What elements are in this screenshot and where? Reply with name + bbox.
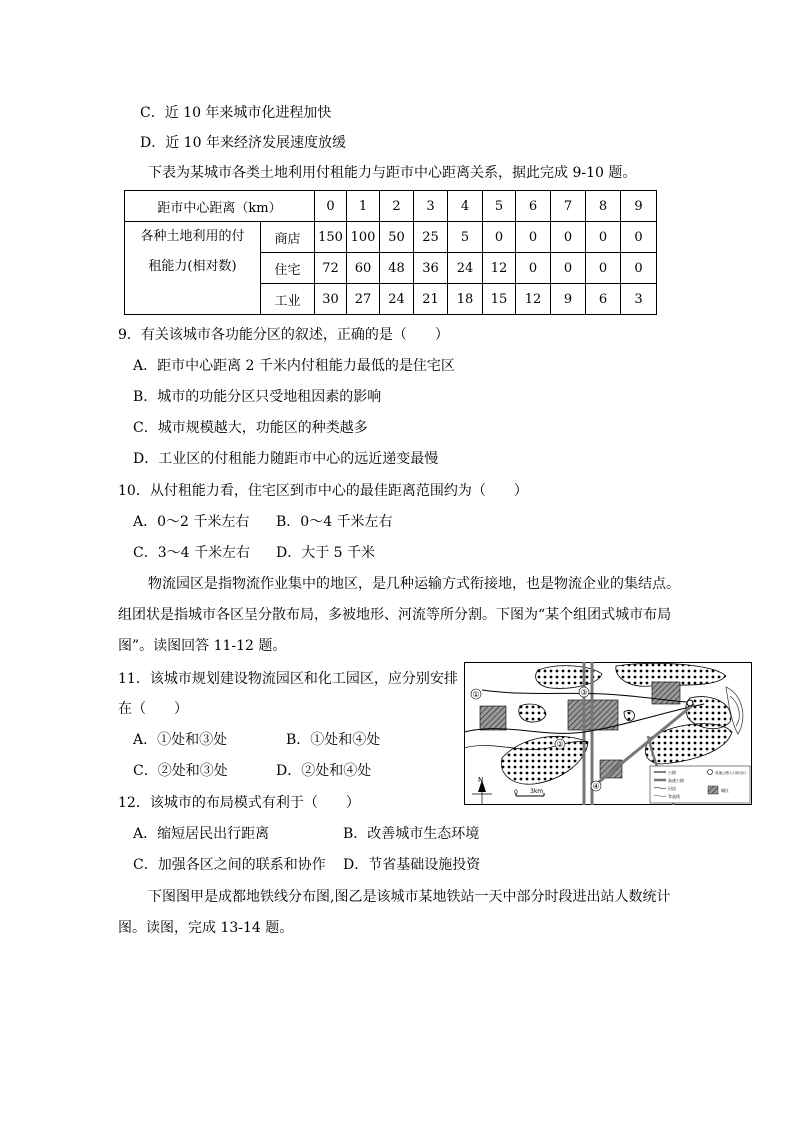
question-11-option-a: A．①处和③处 [133, 732, 228, 748]
legend-road: 公路 [668, 770, 676, 775]
question-10-option-c: C．3～4 千米左右 [133, 545, 250, 561]
question-12-option-b: B．改善城市生态环境 [343, 826, 480, 842]
question-12-option-a: A．缩短居民出行距离 [133, 826, 270, 842]
value-cell: 15 [483, 284, 516, 315]
paragraph-logistics-2: 组团状是指城市各区呈分散布局，多被地形、河流等所分割。下图为“某个组团式城市布局 [118, 607, 672, 623]
question-12: 12．该城市的布局模式有利于（ ） [118, 795, 360, 811]
question-11-option-b: B．①处和④处 [286, 732, 381, 748]
paragraph-logistics-3: 图”。读图回答 11-12 题。 [118, 638, 287, 654]
distance-cell: 2 [380, 191, 414, 222]
value-cell: 24 [380, 284, 414, 315]
value-cell: 18 [448, 284, 483, 315]
question-10: 10．从付租能力看，住宅区到市中心的最佳距离范围约为（ ） [118, 483, 528, 499]
legend-highway: 高速公路 [668, 778, 684, 783]
legend-river: 河流 [668, 786, 676, 791]
legend-contour: 等高线 [668, 794, 680, 799]
value-cell: 150 [315, 222, 347, 253]
question-10-option-a: A．0～2 千米左右 [133, 514, 250, 530]
value-cell: 0 [483, 222, 516, 253]
distance-cell: 5 [483, 191, 516, 222]
value-cell: 0 [586, 253, 621, 284]
question-9-option-c: C．城市规模越大，功能区的种类越多 [133, 420, 368, 436]
value-cell: 36 [414, 253, 448, 284]
row-group-label [125, 222, 261, 315]
option-c-previous: C．近 10 年来城市化进程加快 [140, 105, 332, 121]
value-cell: 0 [621, 253, 657, 284]
question-10-option-d: D．大于 5 千米 [276, 545, 376, 561]
value-cell: 0 [551, 222, 586, 253]
value-cell: 6 [586, 284, 621, 315]
marker-3: ③ [580, 688, 588, 697]
paragraph-logistics-1: 物流园区是指物流作业集中的地区，是几种运输方式衔接地，也是物流企业的集结点。 [148, 576, 680, 592]
distance-cell: 3 [414, 191, 448, 222]
north-label: N [478, 776, 484, 784]
question-9-option-d: D．工业区的付租能力随距市中心的远近递变最慢 [133, 451, 439, 467]
row-name: 住宅 [261, 253, 315, 284]
question-9-option-a: A．距市中心距离 2 千米内付租能力最低的是住宅区 [133, 358, 455, 374]
value-cell: 60 [347, 253, 380, 284]
question-11-line2: 在（ ） [118, 701, 188, 717]
value-cell: 21 [414, 284, 448, 315]
urban-area [600, 760, 622, 778]
marker-4: ④ [592, 782, 600, 791]
scale-start-label: 0 [514, 789, 518, 796]
distance-cell: 7 [551, 191, 586, 222]
row-name: 商店 [261, 222, 315, 253]
value-cell: 0 [551, 253, 586, 284]
row-group-label-line1: 各种土地利用的付 [140, 229, 245, 244]
question-9-option-b: B．城市的功能分区只受地租因素的影响 [133, 389, 382, 405]
option-d-previous: D．近 10 年来经济发展速度放缓 [140, 135, 346, 151]
legend-interchange: 高速公路入口和出口 [715, 771, 747, 775]
paragraph-metro-1: 下图图甲是成都地铁线分布图,图乙是该城市某地铁站一天中部分时段进出站人数统计 [148, 889, 671, 905]
value-cell: 0 [621, 222, 657, 253]
value-cell: 0 [586, 222, 621, 253]
value-cell: 48 [380, 253, 414, 284]
value-cell: 3 [621, 284, 657, 315]
question-11-option-c: C．②处和③处 [133, 763, 228, 779]
row-name: 工业 [261, 284, 315, 315]
distance-cell: 1 [347, 191, 380, 222]
question-11-option-d: D．②处和④处 [276, 763, 372, 779]
value-cell: 9 [551, 284, 586, 315]
question-12-option-d: D．节省基础设施投资 [343, 857, 481, 873]
legend-urban: 城区 [721, 788, 729, 793]
paragraph-metro-2: 图。读图，完成 13-14 题。 [118, 920, 294, 936]
distance-cell: 8 [586, 191, 621, 222]
value-cell: 0 [516, 253, 551, 284]
value-cell: 50 [380, 222, 414, 253]
distance-header: 距市中心距离（km） [125, 191, 315, 222]
value-cell: 100 [347, 222, 380, 253]
value-cell: 25 [414, 222, 448, 253]
scale-label: 3km [530, 788, 544, 795]
distance-cell: 6 [516, 191, 551, 222]
city-layout-map [464, 662, 752, 805]
value-cell: 24 [448, 253, 483, 284]
intro-9-10: 下表为某城市各类土地利用付租能力与距市中心距离关系，据此完成 9-10 题。 [148, 165, 637, 181]
value-cell: 12 [516, 284, 551, 315]
distance-cell: 4 [448, 191, 483, 222]
marker-2: ② [556, 740, 564, 749]
row-group-label-line2: 租能力(相对数) [148, 259, 237, 274]
value-cell: 12 [483, 253, 516, 284]
highway-interchange [687, 700, 693, 706]
map-legend [650, 766, 750, 803]
value-cell: 27 [347, 284, 380, 315]
question-12-option-c: C．加强各区之间的联系和协作 [133, 857, 326, 873]
urban-area [480, 706, 506, 730]
distance-cell: 0 [315, 191, 347, 222]
question-10-option-b: B．0～4 千米左右 [276, 514, 393, 530]
value-cell: 0 [516, 222, 551, 253]
marker-1: ① [472, 690, 480, 699]
distance-cell: 9 [621, 191, 657, 222]
value-cell: 5 [448, 222, 483, 253]
rent-table [124, 190, 657, 315]
value-cell: 30 [315, 284, 347, 315]
value-cell: 72 [315, 253, 347, 284]
question-9: 9．有关该城市各功能分区的叙述，正确的是（ ） [118, 327, 449, 343]
question-11-line1: 11．该城市规划建设物流园区和化工园区，应分别安排 [118, 671, 458, 687]
